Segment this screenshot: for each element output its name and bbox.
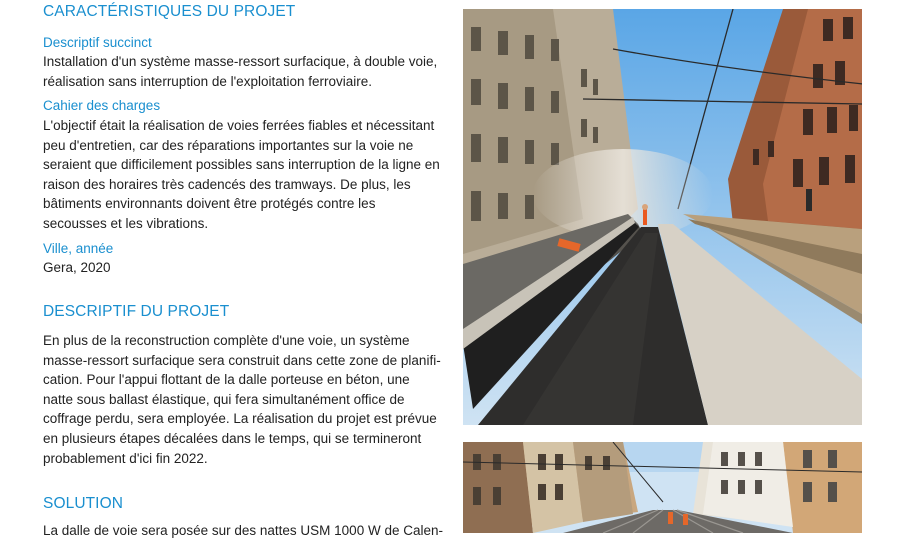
city-year-label: Ville, année xyxy=(43,241,114,256)
section-title-solution: SOLUTION xyxy=(43,495,124,512)
section-title-project-description: DESCRIPTIF DU PROJET xyxy=(43,303,230,320)
project-description-text: En plus de la reconstruction complète d'une voie, un système masse-ressort surfacique sera construit dans cette zone de planifi-cation. Pour l'appui flottant de la dalle porteuse en béton, une natte sous ballast élastique, qui fera simultanément office de coffrage perdu, sera employée. La réalisation du projet est prévue en plusieurs étapes décalées dans le temps, qui se termineront probablement d'ici fin 2022. xyxy=(43,333,441,466)
short-description-label: Descriptif succinct xyxy=(43,35,152,50)
short-description-text: Installation d'un système masse-ressort surfacique, à double voie, réalisation sans interruption de l'exploitation ferroviaire. xyxy=(43,54,438,89)
solution-text: La dalle de voie sera posée sur des nattes USM 1000 W de Calen- xyxy=(43,523,443,538)
section-title-characteristics: CARACTÉRISTIQUES DU PROJET xyxy=(43,3,296,20)
city-year-text: Gera, 2020 xyxy=(43,260,111,275)
construction-photo-main xyxy=(463,9,862,425)
specifications-label: Cahier des charges xyxy=(43,98,161,113)
construction-photo-secondary xyxy=(463,442,862,533)
specifications-text: L'objectif était la réalisation de voies ferrées fiables et nécessitant peu d'entretien, car des réparations importantes sur la voie ne seraient que difficilement possibles sans interruption de la ligne en raison des horaires très cadencés des tramways. De plus, les bâtiments environnants doivent être protégés contre les secousses et les vibrations. xyxy=(43,118,440,231)
